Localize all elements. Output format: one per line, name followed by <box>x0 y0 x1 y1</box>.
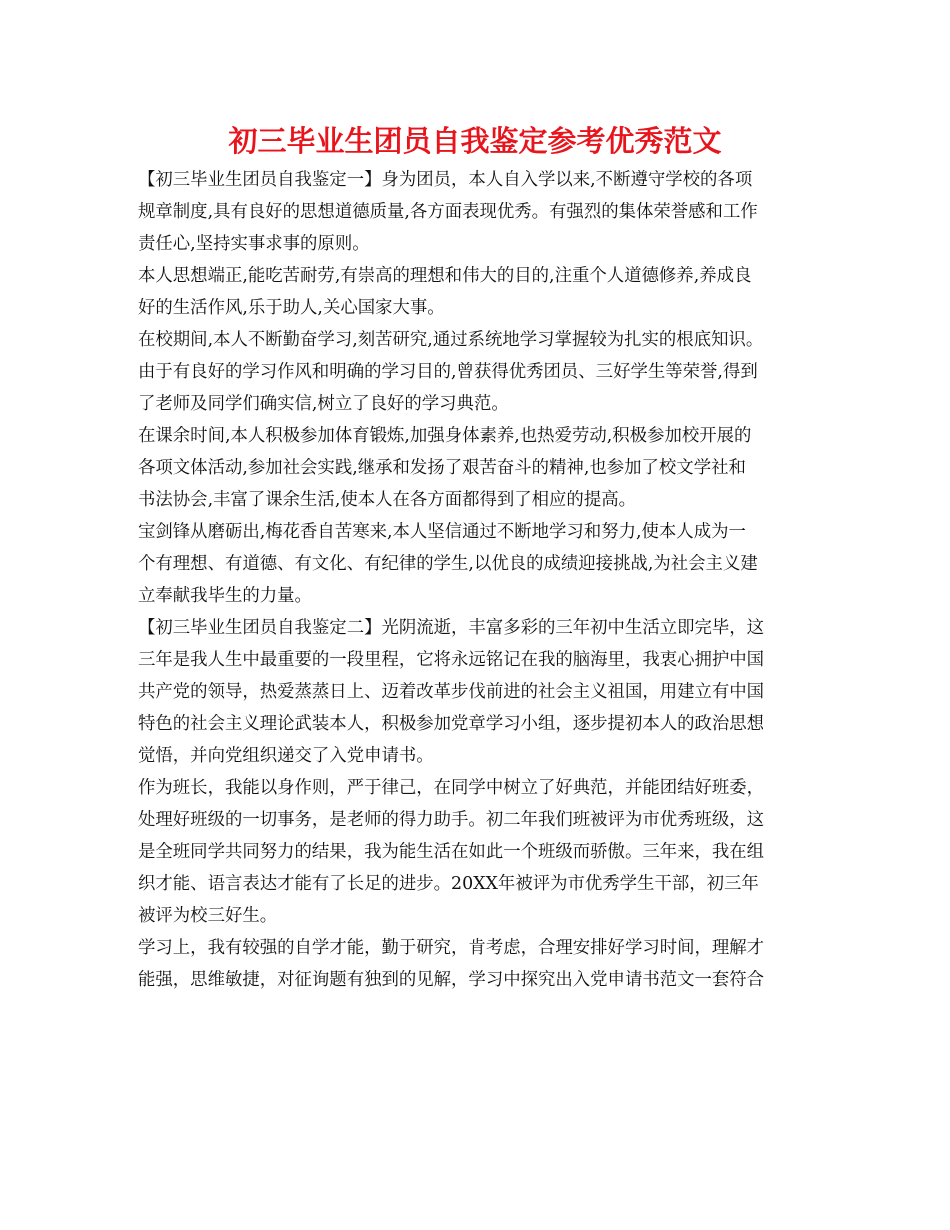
text-line: 处理好班级的一切事务，是老师的得力助手。初二年我们班被评为市优秀班级，这 <box>138 810 765 830</box>
text-line: 觉悟，并向党组织递交了入党申请书。 <box>138 746 434 766</box>
text-line: 规章制度,具有良好的思想道德质量,各方面表现优秀。有强烈的集体荣誉感和工作 <box>138 202 758 222</box>
text-line: 责任心,坚持实事求事的原则。 <box>138 234 370 254</box>
document-body <box>138 164 828 996</box>
text-line: 本人思想端正,能吃苦耐劳,有崇高的理想和伟大的目的,注重个人道德修养,养成良 <box>138 266 752 286</box>
text-line: 了老师及同学们确实信,树立了良好的学习典范。 <box>138 394 509 414</box>
text-line: 各项文体活动,参加社会实践,继承和发扬了艰苦奋斗的精神,也参加了校文学社和 <box>138 458 746 478</box>
text-line: 被评为校三好生。 <box>138 906 278 926</box>
text-line: 学习上，我有较强的自学才能，勤于研究，肯考虑，合理安排好学习时间，理解才 <box>138 938 765 958</box>
text-line: 三年是我人生中最重要的一段里程，它将永远铭记在我的脑海里，我衷心拥护中国 <box>138 650 765 670</box>
text-line: 作为班长，我能以身作则，严于律己，在同学中树立了好典范，并能团结好班委， <box>138 778 765 798</box>
text-line: 在校期间,本人不断勤奋学习,刻苦研究,通过系统地学习掌握较为扎实的根底知识。 <box>138 330 764 350</box>
text-line: 织才能、语言表达才能有了长足的进步。20XX年被评为市优秀学生干部，初三年 <box>138 874 759 894</box>
text-line: 【初三毕业生团员自我鉴定二】光阴流逝，丰富多彩的三年初中生活立即完毕，这 <box>138 618 765 638</box>
document-title: 初三毕业生团员自我鉴定参考优秀范文 <box>228 124 722 158</box>
text-line: 特色的社会主义理论武装本人，积极参加党章学习小组，逐步提初本人的政治思想 <box>138 714 765 734</box>
text-line: 由于有良好的学习作风和明确的学习目的,曾获得优秀团员、三好学生等荣誉,得到 <box>138 362 758 382</box>
text-line: 好的生活作风,乐于助人,关心国家大事。 <box>138 298 445 318</box>
text-line: 共产党的领导，热爱蒸蒸日上、迈着改革步伐前进的社会主义祖国，用建立有中国 <box>138 682 765 702</box>
text-line: 立奉献我毕生的力量。 <box>138 586 312 606</box>
text-line: 宝剑锋从磨砺出,梅花香自苦寒来,本人坚信通过不断地学习和努力,使本人成为一 <box>138 522 746 542</box>
text-line: 书法协会,丰富了课余生活,使本人在各方面都得到了相应的提高。 <box>138 490 636 510</box>
text-line: 在课余时间,本人积极参加体育锻炼,加强身体素养,也热爱劳动,积极参加校开展的 <box>138 426 752 446</box>
text-line: 能强，思维敏捷，对征询题有独到的见解，学习中探究出入党申请书范文一套符合 <box>138 970 765 990</box>
text-line: 个有理想、有道德、有文化、有纪律的学生,以优良的成绩迎接挑战,为社会主义建 <box>138 554 758 574</box>
text-line: 是全班同学共同努力的结果，我为能生活在如此一个班级而骄傲。三年来，我在组 <box>138 842 765 862</box>
text-line: 【初三毕业生团员自我鉴定一】身为团员，本人自入学以来,不断遵守学校的各项 <box>138 170 753 190</box>
